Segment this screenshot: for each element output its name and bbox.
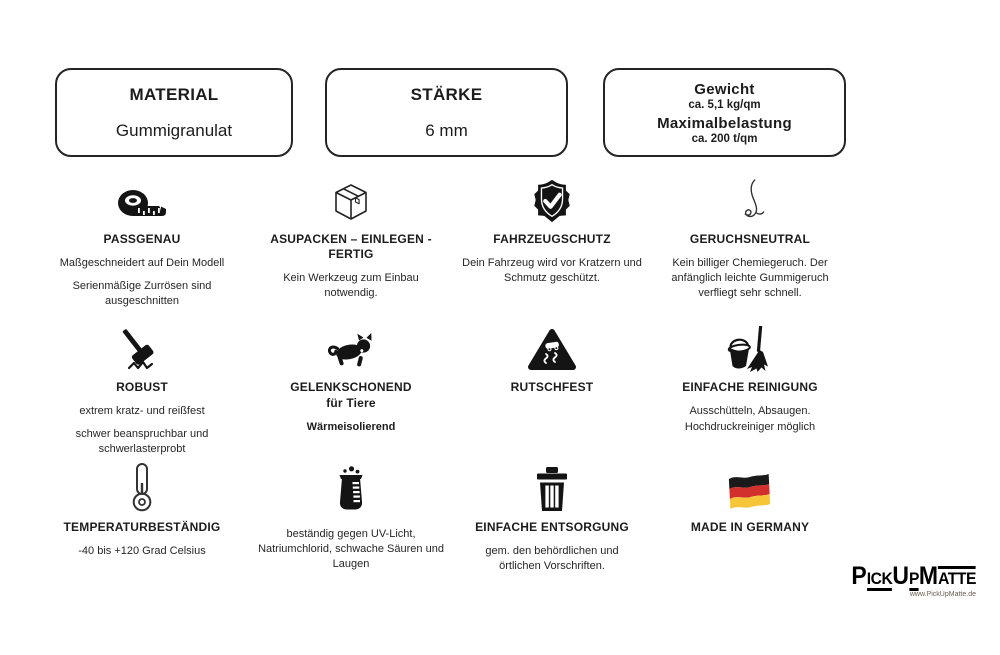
feature-text: Wärmeisolierend — [306, 421, 396, 433]
feature-chemiebestaendig — [248, 466, 454, 574]
german-flag-icon — [724, 466, 776, 512]
spec-box-staerke — [325, 68, 568, 157]
shield-check-icon — [530, 178, 574, 224]
logo-part: ATTE — [938, 566, 976, 588]
feature-title: RUTSCHFEST — [510, 380, 594, 394]
feature-gelenkschonend — [248, 326, 454, 466]
logo-part: U — [892, 562, 910, 590]
cat-icon — [325, 326, 377, 372]
package-box-icon — [330, 178, 372, 224]
hammer-icon — [118, 326, 166, 372]
feature-made-in-germany — [650, 466, 850, 574]
features-grid — [36, 178, 850, 574]
feature-title: GELENKSCHONEND — [290, 380, 412, 394]
nose-icon — [730, 178, 770, 224]
feature-text: Dein Fahrzeug wird vor Kratzern und Schmutz geschützt. — [462, 257, 642, 284]
brand-url: www.PickUpMatte.de — [909, 591, 976, 598]
spec-value: 6 mm — [425, 120, 468, 140]
feature-text: Maßgeschneidert auf Dein Modell — [59, 257, 225, 269]
spec-value: ca. 200 t/qm — [691, 132, 758, 145]
slippery-warning-icon — [527, 326, 577, 372]
tape-measure-icon — [116, 178, 168, 224]
feature-title: ASUPACKEN – EINLEGEN - FERTIG — [270, 232, 432, 261]
logo-part: M — [919, 562, 939, 590]
feature-text: extrem kratz- und reißfest — [79, 405, 205, 417]
feature-title: FAHRZEUGSCHUTZ — [493, 232, 611, 246]
feature-text: Kein Werkzeug zum Einbau notwendig. — [283, 272, 419, 299]
feature-text: Ausschütteln, Absaugen. — [689, 405, 811, 417]
spec-box-material — [55, 68, 293, 157]
feature-passgenau — [36, 178, 248, 326]
feature-title: EINFACHE ENTSORGUNG — [475, 520, 629, 534]
logo-part: ICK — [867, 569, 893, 591]
spec-title: STÄRKE — [410, 84, 483, 104]
feature-einfache-reinigung — [650, 326, 850, 466]
spec-title: Maximalbelastung — [657, 114, 792, 132]
feature-einfache-entsorgung — [454, 466, 650, 574]
feature-text: Kein billiger Chemiegeruch. Der anfänglich leichte Gummigeruch verfliegt sehr schnell. — [671, 257, 829, 299]
brand-logo — [846, 564, 982, 598]
thermometer-icon — [125, 466, 159, 512]
feature-title: PASSGENAU — [103, 232, 181, 246]
brand-logo-text — [852, 564, 977, 589]
feature-text: gem. den behördlichen und örtlichen Vorschriften. — [485, 545, 619, 572]
feature-rutschfest — [454, 326, 650, 466]
feature-title: TEMPERATURBESTÄNDIG — [63, 520, 221, 534]
feature-subtitle: für Tiere — [326, 396, 376, 410]
bucket-broom-icon — [725, 326, 775, 372]
feature-geruchsneutral — [650, 178, 850, 326]
feature-text: -40 bis +120 Grad Celsius — [78, 545, 206, 557]
spec-value: Gummigranulat — [115, 120, 233, 140]
feature-auspacken — [248, 178, 454, 326]
feature-fahrzeugschutz — [454, 178, 650, 326]
logo-part: P — [851, 562, 868, 590]
feature-title: EINFACHE REINIGUNG — [682, 380, 818, 394]
feature-title: GERUCHSNEUTRAL — [689, 232, 811, 246]
logo-part: P — [909, 569, 919, 591]
feature-text: beständig gegen UV-Licht, Natriumchlorid, schwache Säuren und Laugen — [258, 528, 444, 570]
spec-title: Gewicht — [694, 80, 755, 98]
beaker-icon — [331, 466, 371, 512]
feature-robust — [36, 326, 248, 466]
feature-title: MADE IN GERMANY — [690, 520, 810, 534]
feature-text: schwer beanspruchbar und schwerlasterprobt — [75, 427, 209, 455]
feature-text: Hochdruckreiniger möglich — [684, 420, 816, 433]
spec-title: MATERIAL — [129, 84, 219, 104]
trash-icon — [532, 466, 572, 512]
feature-title: ROBUST — [116, 380, 168, 394]
feature-text: Serienmäßige Zurrösen sind ausgeschnitten — [72, 279, 212, 307]
feature-temperaturbestaendig — [36, 466, 248, 574]
spec-value: ca. 5,1 kg/qm — [688, 98, 761, 111]
spec-box-gewicht — [603, 68, 846, 157]
